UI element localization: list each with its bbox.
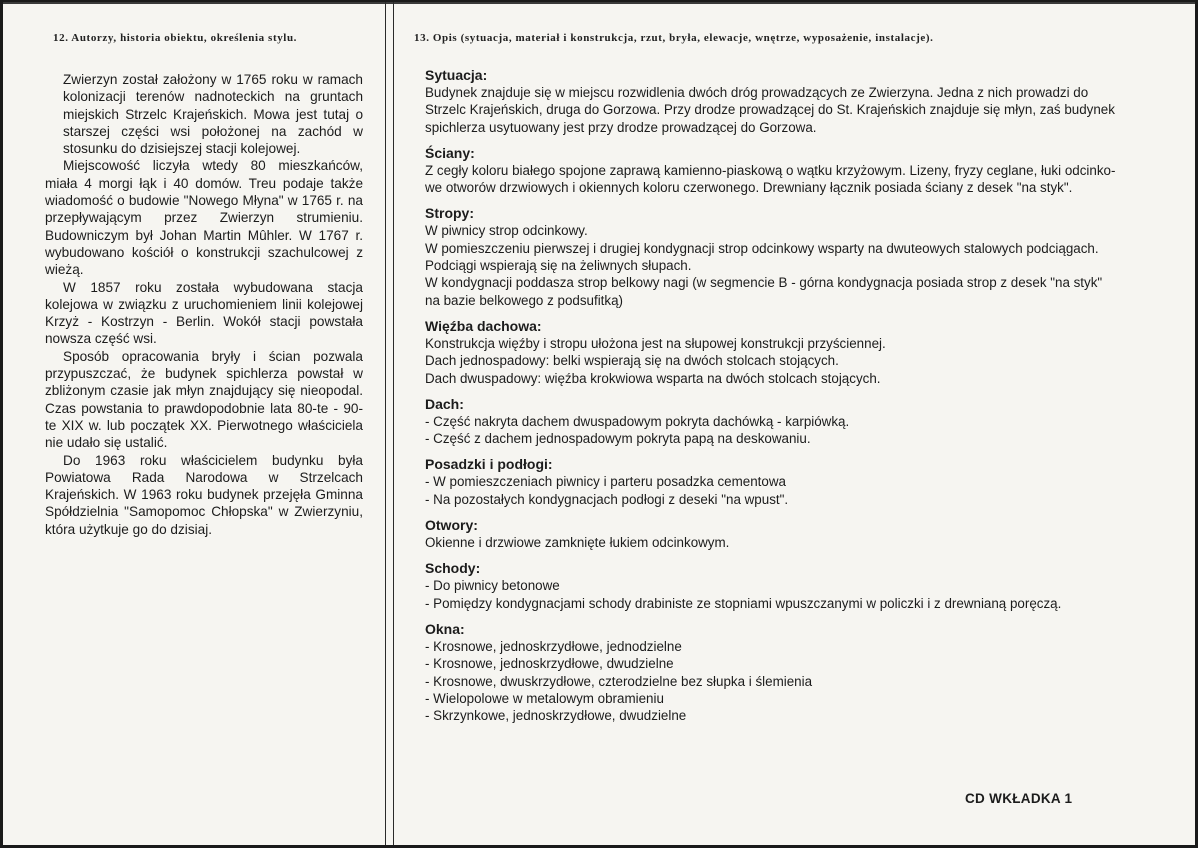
section-line: - W pomieszczeniach piwnicy i parteru posadzka cementowa xyxy=(425,474,786,490)
section-title: Posadzki i podłogi: xyxy=(425,456,553,473)
history-paragraph: Miejscowość liczyła wtedy 80 mieszkańców, miała 4 morgi łąk i 40 domów. Treu podaje także wiadomość o budowie "Nowego Młyna" w 1765 r. na przepływającym przez Zwierzyn strumieniu. Budowniczym był Johan Martin Mûhler. W 1767 r. wybudowano kościół o konstrukcji szachulcowej z wieżą. xyxy=(45,158,363,278)
section-line: Budynek znajduje się w miejscu rozwidlenia dwóch dróg prowadzących ze Zwierzyna. Jedna z nich prowadzi do xyxy=(425,85,1089,100)
history-paragraph: Sposób opracowania bryły i ścian pozwala przypuszczać, że budynek spichlerza powstał w zbliżonym czasie jak młyn znajdujący się nieopodal. Czas powstania to prawdopodobnie lata 80-te - 90-te XIX w. lub początek XX. Pierwotnego właściciela nie udało się ustalić. xyxy=(45,348,363,451)
section-line: - Krosnowe, dwuskrzydłowe, czterodzielne bez słupka i ślemienia xyxy=(425,673,813,689)
section-line: - Część z dachem jednospadowym pokryta papą na deskowaniu. xyxy=(425,431,811,447)
history-header: 12. Autorzy, historia obiektu, określenia stylu. xyxy=(53,32,298,44)
section-line: we otworów drzwiowych i okiennych koloru czerwonego. Drewniany łącznik posiada ściany z desek "na styk". xyxy=(425,180,1073,196)
history-paragraph: W 1857 roku została wybudowana stacja kolejowa w związku z uruchomieniem linii kolejowej Krzyż - Kostrzyn - Berlin. Wokół stacji powstała nowsza część wsi. xyxy=(45,279,363,347)
description-header: 13. Opis (sytuacja, materiał i konstrukcja, rzut, bryła, elewacje, wnętrze, wyposażenie, instalacje). xyxy=(414,32,934,44)
section-line: - Część nakryta dachem dwuspadowym pokryta dachówką - karpiówką. xyxy=(425,413,850,429)
section-line: Z cegły koloru białego spojone zaprawą kamienno-piaskową o wątku krzyżowym. Lizeny, fryzy ceglane, łuki odcinko- xyxy=(425,162,1116,178)
history-paragraph: Do 1963 roku właścicielem budynku była Powiatowa Rada Narodowa w Strzelcach Krajeńskich. W 1963 roku budynek przejęła Gminna Spółdzielnia "Samopomoc Chłopska" w Zwierzyniu, która użytkuje go do dzisiaj. xyxy=(45,452,363,537)
section xyxy=(425,395,1161,448)
history-paragraph: Zwierzyn został założony w 1765 roku w ramach kolonizacji terenów nadnoteckich na gruntach miejskich Strzelc Krajeńskich. Mowa jest tutaj o starszej części wsi położonej na zachód w stosunku do dzisiejszej stacji kolejowej. xyxy=(63,72,363,157)
section-title: Sytuacja: xyxy=(425,67,488,83)
section-title: Stropy: xyxy=(425,205,474,222)
section-line: - Do piwnicy betonowe xyxy=(425,578,560,594)
section-title: Więźba dachowa: xyxy=(425,317,542,334)
description-sections xyxy=(425,66,1161,724)
section-line: na bazie belkowego z podsufitką) xyxy=(425,292,624,308)
section-line: Okienne i drzwiowe zamknięte łukiem odcinkowym. xyxy=(425,535,730,551)
section-line: - Skrzynkowe, jednoskrzydłowe, dwudzielne xyxy=(425,708,687,724)
section-line: spichlerza usytuowany jest przy drodze prowadzącej do Gorzowa. xyxy=(425,119,817,135)
section-title: Okna: xyxy=(425,620,465,637)
top-edge xyxy=(3,2,1195,4)
section-line: - Krosnowe, jednoskrzydłowe, dwudzielne xyxy=(425,656,674,672)
section-line: Podciągi wspierają się na żeliwnych słupach. xyxy=(425,258,692,274)
section-line: Konstrukcja więźby i stropu ułożona jest na słupowej konstrukcji przyściennej. xyxy=(425,335,886,351)
section-title: Dach: xyxy=(425,395,464,412)
section-line: W kondygnacji poddasza strop belkowy nagi (w segmencie B - górna kondygnacja posiada strop z desek "na styk" xyxy=(425,275,1103,291)
section-line: W pomieszczeniu pierwszej i drugiej kondygnacji strop odcinkowy wsparty na dwuteowych stalowych podciągach. xyxy=(425,240,1099,256)
description-column xyxy=(413,26,1161,732)
section-line: Dach jednospadowy: belki wspierają się na dwóch stolcach stojących. xyxy=(425,353,839,369)
section xyxy=(425,620,1161,724)
section xyxy=(425,455,1161,508)
section-title: Otwory: xyxy=(425,517,478,534)
section-line: Strzelc Krajeńskich, druga do Gorzowa. Przy drodze prowadzącej do St. Krajeńskich znajduje się młyn, zaś budynek xyxy=(425,102,1115,118)
history-column xyxy=(45,26,363,538)
history-body xyxy=(45,71,363,538)
column-divider xyxy=(385,2,394,845)
section xyxy=(425,559,1161,612)
section-title: Ściany: xyxy=(425,144,475,161)
section xyxy=(425,144,1161,197)
section-line: W piwnicy strop odcinkowy. xyxy=(425,223,588,239)
section-line: - Krosnowe, jednoskrzydłowe, jednodzielne xyxy=(425,638,682,654)
document-sheet xyxy=(3,2,1195,845)
section xyxy=(425,66,1161,136)
section-line: - Wielopolowe w metalowym obramieniu xyxy=(425,690,664,706)
section-title: Schody: xyxy=(425,560,481,577)
section-line: - Na pozostałych kondygnacjach podłogi z deseki "na wpust". xyxy=(425,491,789,507)
section xyxy=(425,317,1161,387)
section-line: Dach dwuspadowy: więźba krokwiowa wsparta na dwóch stolcach stojących. xyxy=(425,370,881,386)
section-line: - Pomiędzy kondygnacjami schody drabiniste ze stopniami wpuszczanymi w policzki i z drewnianą poręczą. xyxy=(425,595,1062,611)
document-code: CD WKŁADKA 1 xyxy=(965,791,1073,806)
section xyxy=(425,204,1161,308)
section xyxy=(425,516,1161,551)
